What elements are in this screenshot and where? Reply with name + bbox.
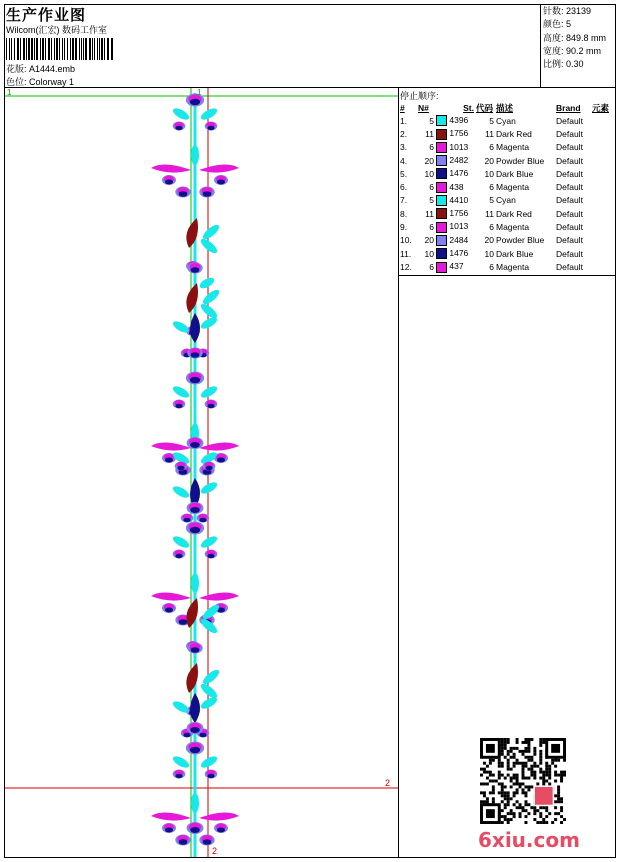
row-brand: Default bbox=[556, 235, 583, 246]
header bbox=[4, 4, 616, 88]
color-swatch bbox=[436, 262, 447, 273]
row-element bbox=[591, 247, 610, 260]
row-code: 11 bbox=[485, 208, 494, 219]
table-row[interactable] bbox=[399, 247, 610, 260]
row-code: 5 bbox=[489, 115, 494, 126]
row-code: 6 bbox=[489, 142, 494, 153]
row-element bbox=[591, 194, 610, 207]
row-index: 3. bbox=[400, 142, 408, 153]
row-index: 8. bbox=[400, 208, 408, 219]
row-index: 2. bbox=[400, 128, 408, 139]
row-element bbox=[591, 141, 610, 154]
row-brand: Default bbox=[556, 155, 583, 166]
row-code: 5 bbox=[489, 195, 494, 206]
color-swatch bbox=[436, 129, 447, 140]
table-row[interactable] bbox=[399, 167, 610, 180]
color-swatch bbox=[436, 195, 447, 206]
row-index: 1. bbox=[400, 115, 408, 126]
row-code: 10 bbox=[484, 248, 494, 259]
row-brand: Default bbox=[556, 248, 583, 259]
watermark-logo: 6xiu.com bbox=[478, 828, 580, 852]
row-brand: Default bbox=[556, 261, 583, 272]
row-element bbox=[591, 207, 610, 220]
row-description: Dark Red bbox=[496, 128, 532, 139]
stop-sequence-title: 停止顺序: bbox=[400, 91, 439, 101]
row-stitches: 438 bbox=[435, 180, 475, 193]
row-index: 9. bbox=[400, 222, 408, 233]
row-index: 11. bbox=[400, 248, 412, 259]
row-index: 4. bbox=[400, 155, 408, 166]
table-row[interactable] bbox=[399, 154, 610, 167]
row-index: 6. bbox=[400, 182, 408, 193]
row-brand: Default bbox=[556, 128, 583, 139]
design-name-row bbox=[6, 62, 75, 75]
color-swatch bbox=[436, 142, 447, 153]
row-needle: 20 bbox=[424, 155, 434, 166]
row-needle: 6 bbox=[429, 182, 434, 193]
row-index: 7. bbox=[400, 195, 408, 206]
barcode-image bbox=[6, 38, 114, 60]
stop-sequence-panel bbox=[399, 88, 615, 276]
color-swatch bbox=[436, 235, 447, 246]
color-swatch bbox=[436, 155, 447, 166]
col-brand: Brand bbox=[556, 102, 581, 113]
row-element bbox=[591, 220, 610, 233]
row-brand: Default bbox=[556, 115, 583, 126]
color-swatch bbox=[436, 182, 447, 193]
row-index: 12. bbox=[400, 261, 412, 272]
row-needle: 5 bbox=[429, 115, 434, 126]
table-row[interactable] bbox=[399, 114, 610, 127]
row-description: Dark Blue bbox=[496, 168, 534, 179]
row-description: Magenta bbox=[496, 222, 530, 233]
marker-top-center: 1 bbox=[197, 88, 202, 97]
row-description: Magenta bbox=[496, 142, 530, 153]
marker-right: 2 bbox=[385, 778, 391, 788]
row-index: 10. bbox=[400, 235, 412, 246]
row-description: Cyan bbox=[496, 195, 516, 206]
embroidery-design bbox=[5, 88, 398, 857]
row-stitches: 1476 bbox=[435, 167, 475, 180]
row-needle: 11 bbox=[425, 128, 434, 139]
table-header bbox=[399, 101, 610, 114]
row-brand: Default bbox=[556, 168, 583, 179]
row-code: 20 bbox=[484, 155, 494, 166]
row-brand: Default bbox=[556, 222, 583, 233]
col-stitches: St. bbox=[463, 102, 474, 113]
row-description: Powder Blue bbox=[496, 235, 545, 246]
design-canvas[interactable] bbox=[5, 88, 399, 857]
col-description: 描述 bbox=[496, 102, 514, 113]
row-index: 5. bbox=[400, 168, 408, 179]
table-row[interactable] bbox=[399, 127, 610, 140]
stat-stitches: 针数: 23139 bbox=[543, 6, 592, 16]
row-description: Dark Blue bbox=[496, 248, 534, 259]
row-needle: 6 bbox=[429, 142, 434, 153]
row-stitches: 1476 bbox=[435, 247, 475, 260]
colorway-row bbox=[6, 75, 74, 88]
table-row[interactable] bbox=[399, 220, 610, 233]
row-description: Magenta bbox=[496, 261, 530, 272]
table-row[interactable] bbox=[399, 141, 610, 154]
stop-sequence-table bbox=[399, 101, 610, 274]
row-stitches: 437 bbox=[435, 260, 475, 273]
row-needle: 20 bbox=[424, 235, 434, 246]
stat-width: 宽度: 90.2 mm bbox=[543, 45, 602, 56]
color-swatch bbox=[436, 248, 447, 259]
studio-subtitle: Wilcom(汇宏) 数码工作室 bbox=[6, 25, 107, 35]
row-stitches: 2482 bbox=[435, 154, 475, 167]
row-element bbox=[591, 260, 610, 273]
design-value: A1444.emb bbox=[29, 64, 76, 74]
row-stitches: 1013 bbox=[435, 141, 475, 154]
marker-bottom: 2 bbox=[212, 846, 218, 856]
row-code: 6 bbox=[489, 222, 494, 233]
row-stitches: 1756 bbox=[435, 127, 475, 140]
table-row[interactable] bbox=[399, 180, 610, 193]
marker-top-left: 1 bbox=[7, 88, 12, 97]
row-needle: 11 bbox=[425, 208, 434, 219]
design-label: 花版: bbox=[6, 64, 27, 74]
col-element: 元素 bbox=[592, 102, 610, 113]
row-element bbox=[591, 180, 610, 193]
row-needle: 6 bbox=[429, 222, 434, 233]
row-stitches: 1013 bbox=[435, 220, 475, 233]
col-index: # bbox=[400, 102, 405, 113]
row-needle: 6 bbox=[429, 261, 434, 272]
row-stitches: 2484 bbox=[435, 234, 475, 247]
stat-colors: 颜色: 5 bbox=[543, 19, 572, 30]
row-stitches: 1756 bbox=[435, 207, 475, 220]
colorway-label: 色位: bbox=[6, 77, 27, 87]
qr-code bbox=[480, 738, 566, 824]
row-code: 6 bbox=[489, 261, 494, 272]
color-swatch bbox=[436, 208, 447, 219]
row-needle: 5 bbox=[429, 195, 434, 206]
row-brand: Default bbox=[556, 208, 583, 219]
row-code: 10 bbox=[484, 168, 494, 179]
row-description: Dark Red bbox=[496, 208, 532, 219]
design-stats bbox=[543, 5, 606, 71]
row-element bbox=[591, 154, 610, 167]
row-element bbox=[591, 127, 610, 140]
col-code: 代码 bbox=[476, 102, 494, 113]
row-brand: Default bbox=[556, 142, 583, 153]
color-swatch bbox=[436, 222, 447, 233]
row-code: 20 bbox=[484, 235, 494, 246]
colorway-value: Colorway 1 bbox=[29, 77, 75, 87]
header-divider bbox=[540, 4, 541, 88]
row-needle: 10 bbox=[424, 168, 434, 179]
table-row[interactable] bbox=[399, 194, 610, 207]
stat-height: 高度: 849.8 mm bbox=[543, 32, 607, 43]
table-row[interactable] bbox=[399, 207, 610, 220]
col-needle: N# bbox=[418, 102, 429, 113]
row-needle: 10 bbox=[424, 248, 434, 259]
row-brand: Default bbox=[556, 195, 583, 206]
table-row[interactable] bbox=[399, 234, 610, 247]
table-row[interactable] bbox=[399, 260, 610, 273]
row-element bbox=[591, 114, 610, 127]
color-swatch bbox=[436, 168, 447, 179]
row-element bbox=[591, 167, 610, 180]
row-code: 11 bbox=[485, 128, 494, 139]
row-description: Cyan bbox=[496, 115, 516, 126]
row-description: Powder Blue bbox=[496, 155, 545, 166]
color-swatch bbox=[436, 115, 447, 126]
row-stitches: 4396 bbox=[435, 114, 475, 127]
row-description: Magenta bbox=[496, 182, 530, 193]
page-title: 生产作业图 bbox=[6, 7, 87, 24]
row-code: 6 bbox=[489, 182, 494, 193]
row-stitches: 4410 bbox=[435, 194, 475, 207]
row-brand: Default bbox=[556, 182, 583, 193]
stat-scale: 比例: 0.30 bbox=[543, 59, 584, 70]
row-element bbox=[591, 234, 610, 247]
